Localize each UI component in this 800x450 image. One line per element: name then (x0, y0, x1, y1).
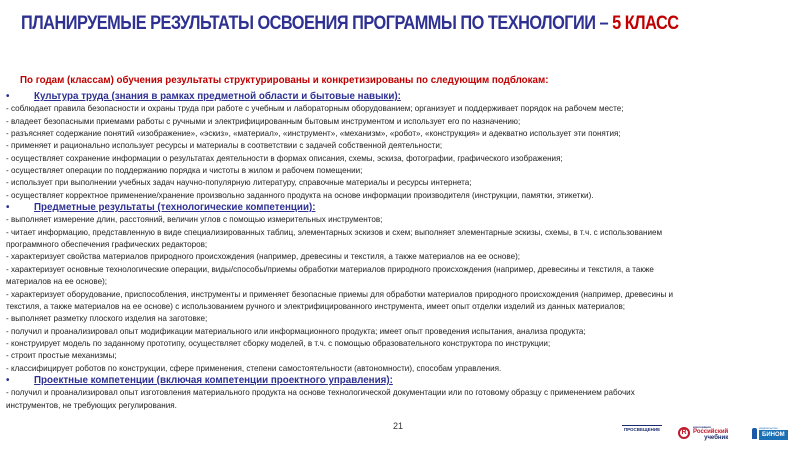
binom-logo-small: издательство (759, 426, 778, 430)
result-line: - характеризует свойства материалов природного происхождения (например, древесины и текстиля, а также материалов на ее основе); (6, 252, 521, 262)
bullet-icon: • (6, 374, 10, 386)
title-main: ПЛАНИРУЕМЫЕ РЕЗУЛЬТАТЫ ОСВОЕНИЯ ПРОГРАММЫ ПО ТЕХНОЛОГИИ – (21, 13, 613, 34)
ru-logo-line1: Российский (693, 428, 729, 435)
prosveshchenie-logo (622, 424, 662, 442)
result-line: программного обеспечения графических редакторов; (6, 240, 208, 250)
result-line: - владеет безопасными приемами работы с ручными и электрифицированным бытовым инструментом и использует его по назначению; (6, 116, 521, 126)
bullet-icon: • (6, 91, 10, 102)
result-line: - осуществляет сохранение информации о результатах деятельности в формах описания, схемы, эскиза, фотографии, графического изображения; (6, 153, 563, 163)
binom-figure-icon (752, 428, 757, 439)
binom-logo (752, 424, 788, 442)
result-line: - получил и проанализировал опыт изготовления материального продукта на основе технологической документации или по готовому образцу с применением рабочих (6, 388, 635, 398)
result-line: материалов на ее основе); (6, 277, 108, 287)
result-line: - выполняет измерение длин, расстояний, величин углов с помощью измерительных инструментов; (6, 215, 383, 225)
section-heading-label: Предметные результаты (технологические компетенции): (34, 202, 316, 214)
r-circle-icon: R (678, 427, 690, 439)
intro-heading: По годам (классам) обучения результаты структурированы и конкретизированы по следующим подблокам: (20, 74, 549, 86)
ru-logo-line2: учебник (704, 434, 729, 441)
ru-logo-small: корпорация (693, 424, 711, 429)
section-heading-label: Культура труда (знания в рамках предметной области и бытовые навыки): (34, 91, 401, 102)
prosveshchenie-logo-text: ПРОСВЕЩЕНИЕ (623, 427, 661, 432)
result-line: инструментов, не требующих регулирования. (6, 400, 177, 410)
result-line: - классифицирует роботов по конструкции, сфере применения, степени самостоятельности (автономности), способам управления. (6, 363, 502, 373)
result-line: - выполняет разметку плоского изделия на заготовке; (6, 314, 208, 324)
results-body (6, 91, 796, 412)
binom-logo-text: БИНОМ (759, 430, 788, 440)
section-heading (6, 375, 796, 387)
slide-title (21, 13, 679, 35)
result-line: - использует при выполнении учебных задач научно-популярную литературу, справочные материалы и ресурсы интернета; (6, 178, 472, 188)
bullet-icon: • (6, 202, 10, 214)
result-line: - осуществляет корректное применение/хранение произвольно заданного продукта на основе информации производителя (инструкции, памятки, этикетки). (6, 190, 594, 200)
section-heading (6, 202, 796, 214)
title-grade: 5 КЛАСС (612, 13, 679, 34)
result-line: - читает информацию, представленную в виде специализированных таблиц, элементарных эскизов и схем; выполняет элементарные эскизы, схемы, в т.ч. с использованием (6, 227, 663, 237)
result-line: текстиля, а также материалов на ее основе) с использованием ручного и электрифицированного инструмента, имеет опыт отделки изделий из данных материалов; (6, 301, 625, 311)
result-line: - осуществляет операции по поддержанию порядка и чистоты в жилом и рабочем помещении; (6, 166, 363, 176)
result-line: - характеризует оборудование, приспособления, инструменты и применяет безопасные приемы для обработки материалов природного происхождения (например, древесины и (6, 289, 674, 299)
result-line: - соблюдает правила безопасности и охраны труда при работе с учебным и лабораторным оборудованием; организует и поддерживает порядок на рабочем месте; (6, 104, 624, 114)
result-line: - применяет и рационально использует ресурсы и материалы в соответствии с задачей собственной деятельности; (6, 141, 443, 151)
result-line: - разъясняет содержание понятий «изображение», «эскиз», «материал», «инструмент», «механизм», «робот», «конструкция» и адекватно использует эти понятия; (6, 129, 621, 139)
section-heading (6, 91, 796, 103)
result-line: - получил и проанализировал опыт модификации материального или информационного продукта; имеет опыт проведения испытания, анализа продукта; (6, 326, 586, 336)
page-number: 21 (393, 421, 404, 431)
result-line: - характеризует основные технологические операции, виды/способы/приемы обработки материалов природного происхождения (например, древесины и текстиля, а также (6, 264, 654, 274)
russian-textbook-logo (678, 424, 728, 442)
section-heading-label: Проектные компетенции (включая компетенции проектного управления): (34, 374, 393, 386)
result-line: - конструирует модель по заданному прототипу, осуществляет сборку моделей, в т.ч. с помощью образовательного конструктора по инструкции; (6, 338, 551, 348)
result-line: - строит простые механизмы; (6, 351, 117, 361)
